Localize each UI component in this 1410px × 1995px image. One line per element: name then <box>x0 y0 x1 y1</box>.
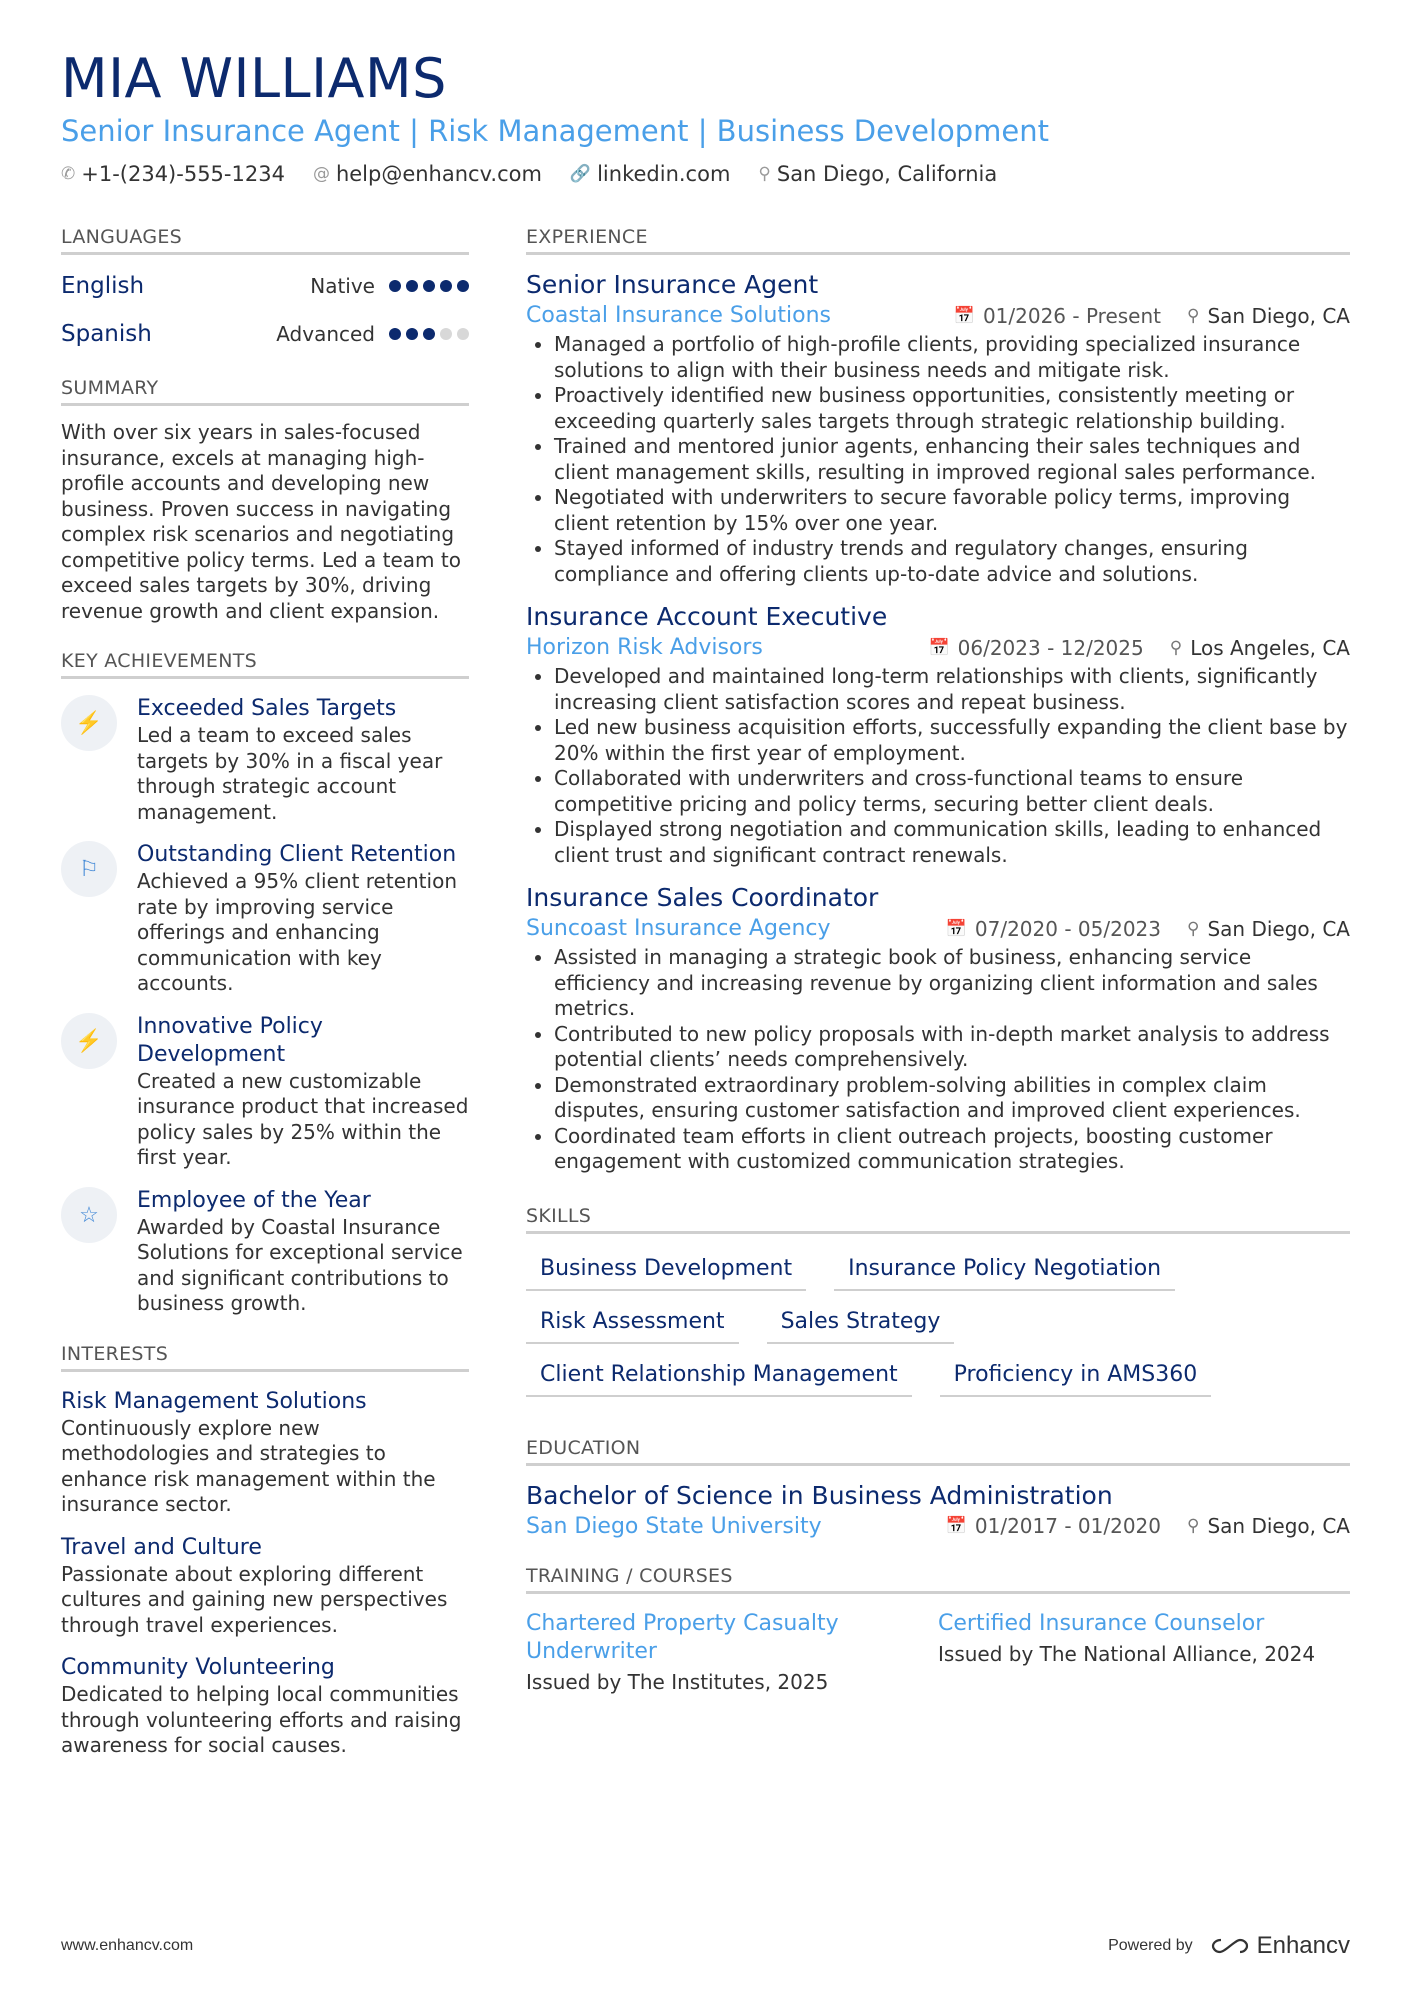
powered-by <box>1108 1932 1350 1960</box>
job-bullet: • Contributed to new policy proposals with in-depth market analysis to address potential clients’ needs comprehensively. <box>554 1022 1350 1073</box>
section-title: TRAINING / COURSES <box>526 1565 1350 1594</box>
job-bullets <box>526 664 1350 868</box>
job-bullet: • Managed a portfolio of high-profile clients, providing specialized insurance solutions to align with their business needs and mitigate risk. <box>554 332 1350 383</box>
dot-filled <box>440 280 452 292</box>
interest-text: Passionate about exploring different cultures and gaining new perspectives through travel experiences. <box>61 1561 448 1637</box>
location-text: San Diego, California <box>776 161 998 186</box>
interest-title: Risk Management Solutions <box>61 1388 367 1414</box>
dot-filled <box>423 328 435 340</box>
language-level: Advanced <box>276 322 375 346</box>
job-bullet: • Led new business acquisition efforts, successfully expanding the client base by 20% within the first year of employment. <box>554 715 1350 766</box>
achievement-text: Led a team to exceed sales targets by 30% in a fiscal year through strategic account management. <box>137 723 443 824</box>
skill-tag: Proficiency in AMS360 <box>940 1358 1212 1397</box>
dot-filled <box>406 280 418 292</box>
interests-section <box>61 1343 469 1759</box>
candidate-headline: Senior Insurance Agent | Risk Management | Business Development <box>61 114 1050 148</box>
section-title: SUMMARY <box>61 377 469 406</box>
contact-email[interactable] <box>313 162 542 186</box>
achievement-title: Outstanding Client Retention <box>137 842 457 867</box>
interest-text: Continuously explore new methodologies and strategies to enhance risk management within the insurance sector. <box>61 1415 436 1516</box>
achievement-title: Innovative Policy Development <box>137 1013 323 1067</box>
job-bullet: • Negotiated with underwriters to secure favorable policy terms, improving client retention by 15% over one year. <box>554 485 1350 536</box>
achievement-item <box>61 841 469 997</box>
phone-icon: ✆ <box>61 163 76 184</box>
job-dates: 01/2026 - Present <box>982 303 1161 328</box>
contact-location <box>758 162 997 186</box>
achievement-item <box>61 1013 469 1171</box>
jobs-list <box>526 269 1350 1175</box>
skill-tag: Client Relationship Management <box>526 1358 912 1397</box>
link-icon: 🔗 <box>569 163 592 184</box>
flag-icon: ⚐ <box>61 841 117 897</box>
skills-list <box>526 1252 1350 1397</box>
dot-filled <box>423 280 435 292</box>
job-title: Insurance Account Executive <box>526 602 888 631</box>
dot-filled <box>389 280 401 292</box>
skill-tag: Sales Strategy <box>767 1305 955 1344</box>
achievement-title: Employee of the Year <box>137 1187 371 1213</box>
job-dates: 06/2023 - 12/2025 <box>957 635 1144 660</box>
interest-title: Travel and Culture <box>61 1534 262 1560</box>
calendar-icon: 📅 <box>953 305 975 326</box>
interest-text: Dedicated to helping local communities through volunteering efforts and raising awareness for social causes. <box>61 1682 462 1757</box>
job-location: San Diego, CA <box>1207 916 1350 941</box>
job-bullets <box>526 332 1350 587</box>
phone-text: +1-(234)-555-1234 <box>81 161 285 186</box>
job-bullet: • Collaborated with underwriters and cross-functional teams to ensure competitive pricing and policy terms, securing better client deals. <box>554 766 1350 817</box>
infinity-logo-icon <box>1211 1936 1249 1956</box>
left-column <box>61 226 469 1785</box>
proficiency-dots <box>389 280 469 292</box>
section-title: SKILLS <box>526 1205 1350 1234</box>
linkedin-text: linkedin.com <box>597 161 731 186</box>
location-pin-icon: ⚲ <box>1187 918 1200 939</box>
experience-section <box>526 226 1350 1175</box>
email-text: help@enhancv.com <box>335 161 542 186</box>
footer <box>61 1932 1350 1960</box>
education-section <box>526 1437 1350 1539</box>
course-issuer: Issued by The Institutes, 2025 <box>526 1669 829 1694</box>
resume-header <box>61 47 1350 186</box>
job-bullet: • Developed and maintained long-term relationships with clients, significantly increasing client satisfaction scores and repeat business. <box>554 664 1350 715</box>
powered-by-label: Powered by <box>1108 1937 1193 1954</box>
achievement-item <box>61 1187 469 1317</box>
job-bullet: • Proactively identified new business opportunities, consistently meeting or exceeding quarterly sales targets through strategic relationship building. <box>554 383 1350 434</box>
job-entry <box>526 269 1350 587</box>
bolt-icon: ⚡ <box>61 695 117 751</box>
achievement-title: Exceeded Sales Targets <box>137 696 397 721</box>
brand-name: Enhancv <box>1256 1932 1350 1959</box>
languages-section <box>61 226 469 351</box>
at-icon: @ <box>312 163 330 184</box>
language-name: Spanish <box>61 321 152 347</box>
achievement-text: Created a new customizable insurance product that increased policy sales by 25% within the first year. <box>137 1068 469 1169</box>
contact-phone[interactable] <box>61 162 285 186</box>
section-title: KEY ACHIEVEMENTS <box>61 650 469 679</box>
job-bullet: • Trained and mentored junior agents, enhancing their sales techniques and client management skills, resulting in improved regional sales performance. <box>554 434 1350 485</box>
dot-empty <box>440 328 452 340</box>
location-pin-icon: ⚲ <box>1169 637 1183 658</box>
bolt-icon: ⚡ <box>61 1013 117 1069</box>
candidate-name: MIA WILLIAMS <box>61 47 447 110</box>
job-entry <box>526 882 1350 1175</box>
calendar-icon: 📅 <box>945 1516 967 1536</box>
summary-text: With over six years in sales-focused insurance, excels at managing high-profile accounts and developing new business. Proven success in navigating complex risk scenarios and negotiating competitive policy terms. Led a team to exceed sales targets by 30%, driving revenue growth and client expansion. <box>61 420 461 623</box>
language-level: Native <box>310 274 375 298</box>
resume-body <box>61 226 1350 1785</box>
course-title: Chartered Property Casualty Underwriter <box>526 1610 839 1664</box>
education-location: San Diego, CA <box>1207 1514 1350 1538</box>
right-column <box>526 226 1350 1785</box>
achievement-text: Achieved a 95% client retention rate by improving service offerings and enhancing communication with key accounts. <box>137 869 457 995</box>
dot-empty <box>457 328 469 340</box>
section-title: LANGUAGES <box>61 226 469 255</box>
dot-filled <box>457 280 469 292</box>
proficiency-dots <box>389 328 469 340</box>
course-item <box>938 1610 1350 1694</box>
company-name: Horizon Risk Advisors <box>526 635 763 660</box>
job-bullet: • Stayed informed of industry trends and regulatory changes, ensuring compliance and offering clients up-to-date advice and solutions. <box>554 536 1350 587</box>
job-bullet: • Displayed strong negotiation and communication skills, leading to enhanced client trust and significant contract renewals. <box>554 817 1350 868</box>
school-name: San Diego State University <box>526 1513 822 1539</box>
contact-linkedin[interactable] <box>570 162 730 186</box>
degree-title: Bachelor of Science in Business Administration <box>526 1480 1113 1510</box>
location-pin-icon: ⚲ <box>758 163 771 184</box>
skill-tag: Business Development <box>526 1252 806 1291</box>
calendar-icon: 📅 <box>945 918 967 939</box>
job-dates: 07/2020 - 05/2023 <box>974 916 1161 941</box>
job-bullet: • Assisted in managing a strategic book of business, enhancing service efficiency and increasing revenue by organizing client information and sales metrics. <box>554 945 1350 1022</box>
calendar-icon: 📅 <box>928 637 950 658</box>
job-bullets <box>526 945 1350 1175</box>
training-section <box>526 1565 1350 1694</box>
section-title: INTERESTS <box>61 1343 469 1372</box>
section-title: EXPERIENCE <box>526 226 1350 255</box>
company-name: Suncoast Insurance Agency <box>526 916 831 941</box>
achievement-item <box>61 695 469 825</box>
job-bullet: • Coordinated team efforts in client outreach projects, boosting customer engagement with customized communication strategies. <box>554 1124 1350 1175</box>
course-item <box>526 1610 938 1694</box>
section-title: EDUCATION <box>526 1437 1350 1466</box>
dot-filled <box>406 328 418 340</box>
skills-section <box>526 1205 1350 1397</box>
job-location: San Diego, CA <box>1207 303 1350 328</box>
job-entry <box>526 601 1350 868</box>
education-dates: 01/2017 - 01/2020 <box>974 1514 1161 1538</box>
summary-section <box>61 377 469 624</box>
language-row <box>61 269 469 303</box>
dot-filled <box>389 328 401 340</box>
course-issuer: Issued by The National Alliance, 2024 <box>938 1641 1316 1666</box>
location-pin-icon: ⚲ <box>1187 1516 1200 1536</box>
location-pin-icon: ⚲ <box>1187 305 1200 326</box>
star-icon: ☆ <box>61 1187 117 1243</box>
achievement-text: Awarded by Coastal Insurance Solutions for exceptional service and significant contributions to business growth. <box>137 1214 463 1315</box>
job-title: Insurance Sales Coordinator <box>526 883 879 912</box>
achievements-section <box>61 650 469 1317</box>
skill-tag: Risk Assessment <box>526 1305 739 1344</box>
contact-bar <box>61 162 1350 186</box>
interest-title: Community Volunteering <box>61 1655 335 1680</box>
language-row <box>61 317 469 351</box>
job-title: Senior Insurance Agent <box>526 270 819 299</box>
course-title: Certified Insurance Counselor <box>938 1610 1265 1636</box>
footer-url[interactable]: www.enhancv.com <box>61 1937 194 1954</box>
skill-tag: Insurance Policy Negotiation <box>834 1252 1175 1291</box>
job-bullet: • Demonstrated extraordinary problem-solving abilities in complex claim disputes, ensuring customer satisfaction and improved client experiences. <box>554 1073 1350 1124</box>
brand-logo[interactable] <box>1211 1932 1350 1960</box>
job-location: Los Angeles, CA <box>1190 635 1350 660</box>
language-name: English <box>61 273 145 299</box>
company-name: Coastal Insurance Solutions <box>526 303 831 328</box>
